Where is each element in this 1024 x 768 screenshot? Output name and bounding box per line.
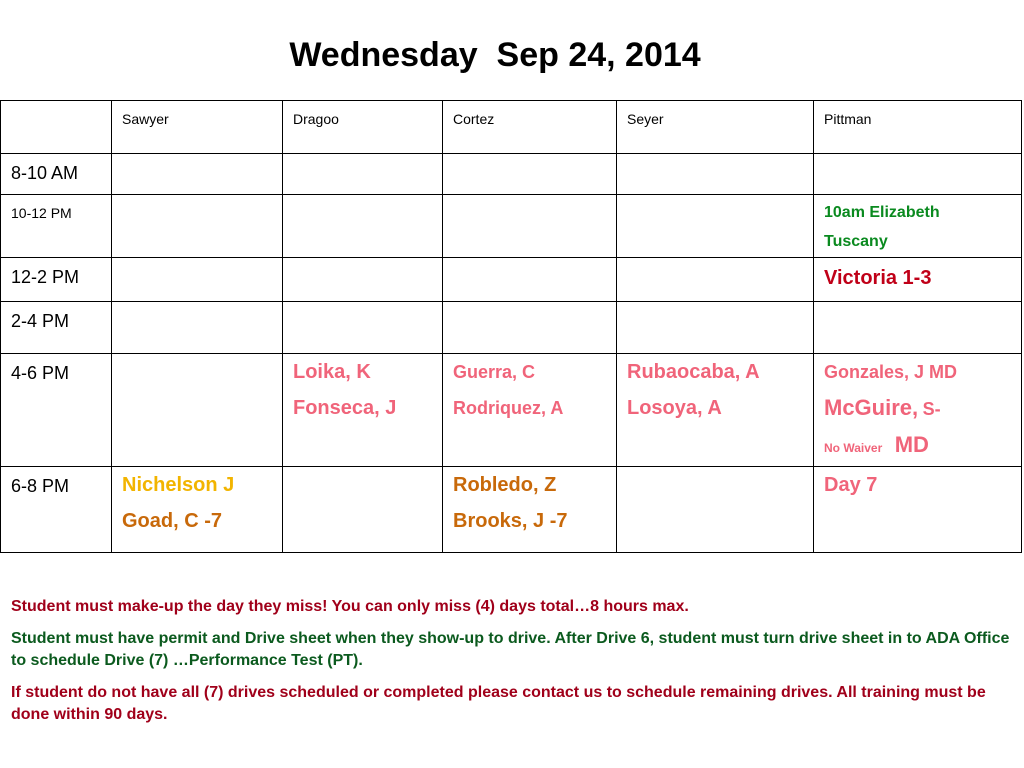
schedule-cell-sawyer	[112, 467, 283, 553]
waiver-note: No Waiver	[824, 441, 883, 455]
appointment-entry: Guerra, C	[453, 362, 536, 382]
schedule-cell	[112, 195, 283, 258]
schedule-cell-dragoo	[283, 354, 443, 467]
column-header-pittman: Pittman	[814, 101, 1022, 154]
schedule-cell	[283, 302, 443, 354]
schedule-cell	[814, 154, 1022, 195]
schedule-cell	[443, 302, 617, 354]
table-row	[1, 467, 1022, 553]
appointment-entry: Goad, C -7	[122, 510, 223, 532]
corner-cell	[1, 101, 112, 154]
appointment-entry: Loika, K	[293, 361, 371, 383]
schedule-cell-pittman	[814, 258, 1022, 302]
schedule-cell	[617, 154, 814, 195]
schedule-cell-pittman	[814, 195, 1022, 258]
time-label: 12-2 PM	[1, 258, 112, 302]
schedule-cell	[814, 302, 1022, 354]
table-row	[1, 302, 1022, 354]
appointment-entry: Day 7	[824, 474, 878, 496]
note-contact: If student do not have all (7) drives scheduled or completed please contact us to schedule remaining drives. All training must be done within 90 days.	[11, 684, 986, 723]
appointment-entry: Robledo, Z	[453, 474, 557, 496]
appointment-entry: Fonseca, J	[293, 397, 397, 419]
schedule-cell	[112, 258, 283, 302]
schedule-cell	[443, 258, 617, 302]
column-header-dragoo: Dragoo	[283, 101, 443, 154]
notes-section	[11, 596, 1011, 736]
schedule-cell	[617, 195, 814, 258]
schedule-cell	[112, 154, 283, 195]
header-row	[1, 101, 1022, 154]
schedule-cell	[617, 258, 814, 302]
appointment-entry: Tuscany	[824, 233, 888, 250]
schedule-cell	[283, 154, 443, 195]
schedule-cell	[617, 467, 814, 553]
column-header-cortez: Cortez	[443, 101, 617, 154]
appointment-entry: Victoria 1-3	[824, 267, 932, 289]
column-header-sawyer: Sawyer	[112, 101, 283, 154]
appointment-entry: Rodriquez, A	[453, 398, 564, 418]
note-permit: Student must have permit and Drive sheet when they show-up to drive. After Drive 6, student must turn drive sheet in to ADA Office to schedule Drive (7) …Performance Test (PT).	[11, 630, 1010, 669]
appointment-entry: Rubaocaba, A	[627, 361, 760, 383]
schedule-cell	[283, 467, 443, 553]
appointment-note: MD	[894, 432, 929, 457]
schedule-cell-seyer	[617, 354, 814, 467]
schedule-cell-pittman	[814, 354, 1022, 467]
appointment-name: McGuire,	[824, 395, 919, 420]
schedule-cell-cortez	[443, 467, 617, 553]
schedule-cell	[443, 195, 617, 258]
schedule-cell-pittman	[814, 467, 1022, 553]
schedule-cell	[283, 258, 443, 302]
time-label: 10-12 PM	[1, 195, 112, 258]
schedule-cell-cortez	[443, 354, 617, 467]
appointment-entry: Losoya, A	[627, 397, 722, 419]
schedule-cell	[112, 354, 283, 467]
appointment-entry	[824, 390, 1011, 429]
appointment-entry: Nichelson J	[122, 474, 235, 496]
page-title: Wednesday Sep 24, 2014	[289, 36, 701, 74]
time-label: 2-4 PM	[1, 302, 112, 354]
schedule-cell	[283, 195, 443, 258]
schedule-table	[0, 100, 1022, 553]
appointment-entry	[824, 429, 1011, 464]
table-row	[1, 154, 1022, 195]
time-label: 8-10 AM	[1, 154, 112, 195]
schedule-cell	[617, 302, 814, 354]
appointment-entry: Brooks, J -7	[453, 510, 568, 532]
table-row	[1, 195, 1022, 258]
note-makeup: Student must make-up the day they miss! You can only miss (4) days total…8 hours max.	[11, 598, 689, 615]
appointment-entry: Gonzales, J MD	[824, 362, 958, 382]
column-header-seyer: Seyer	[617, 101, 814, 154]
appointment-note: S-	[922, 399, 941, 419]
time-label: 4-6 PM	[1, 354, 112, 467]
schedule-cell	[443, 154, 617, 195]
appointment-entry: 10am Elizabeth	[824, 204, 940, 221]
table-row	[1, 258, 1022, 302]
schedule-cell	[112, 302, 283, 354]
time-label: 6-8 PM	[1, 467, 112, 553]
table-row	[1, 354, 1022, 467]
